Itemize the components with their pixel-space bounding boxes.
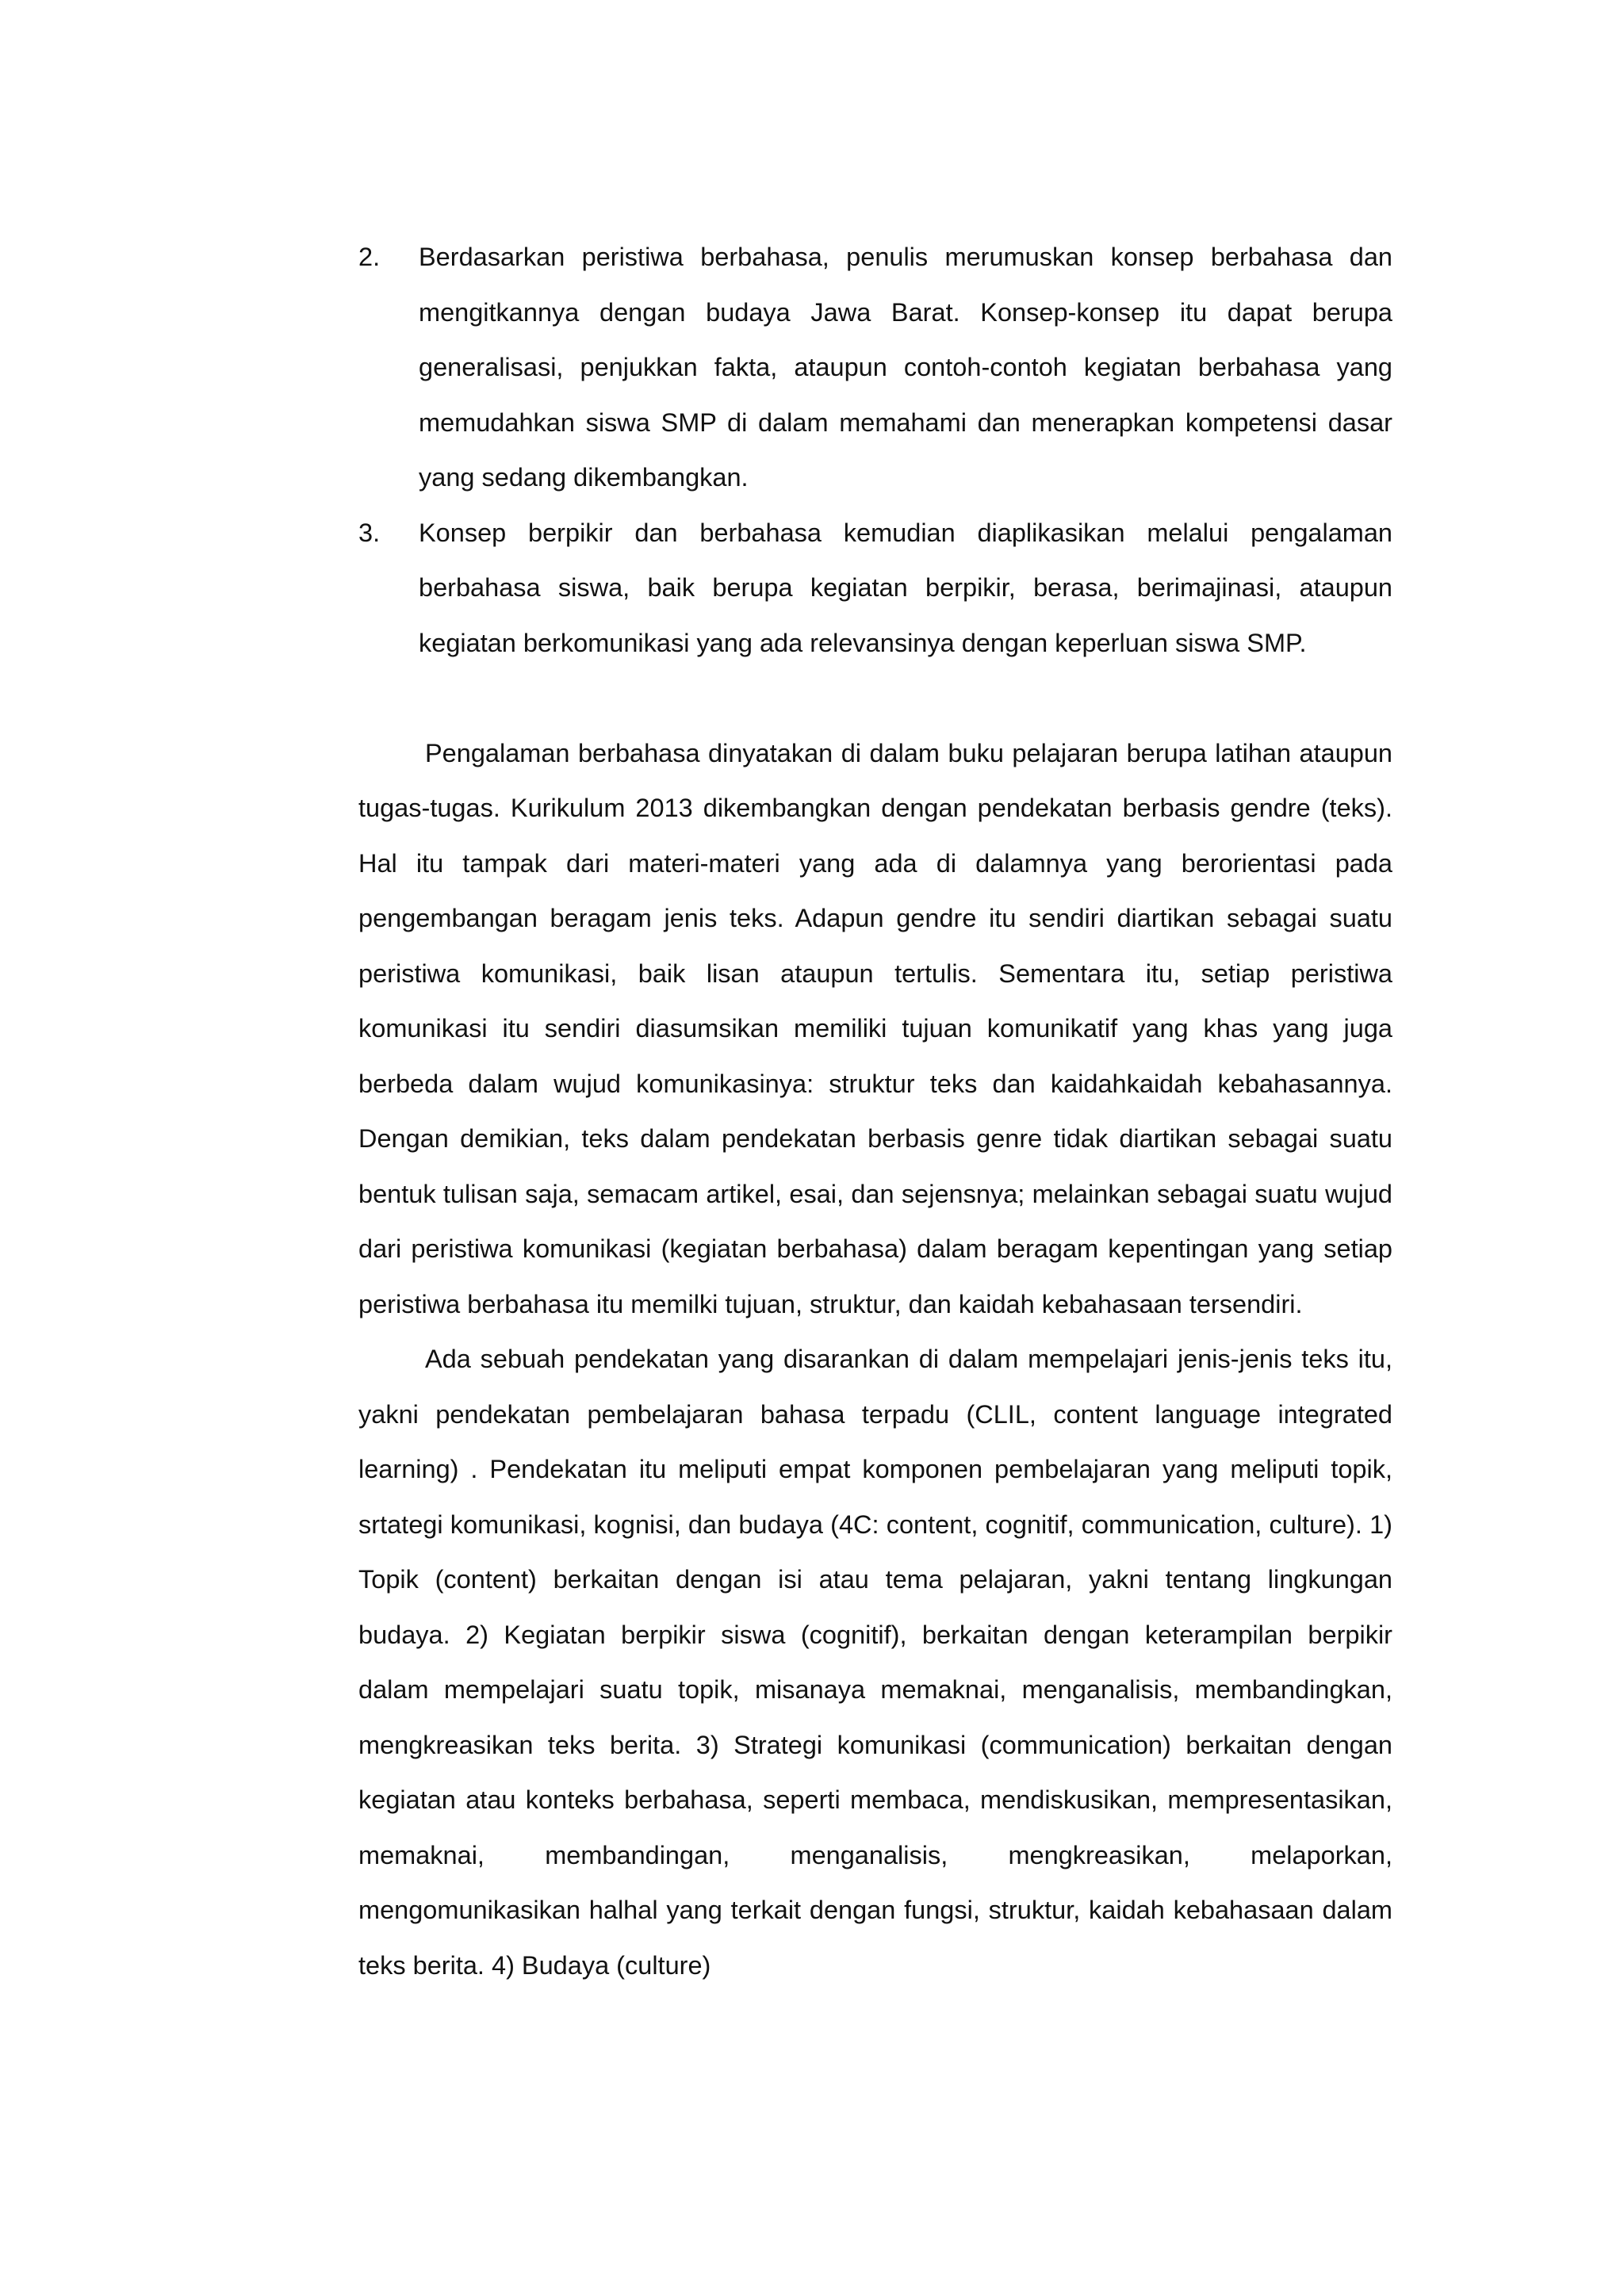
page-content (358, 230, 1392, 1993)
list-item (358, 506, 1392, 672)
paragraph-spacer (358, 671, 1392, 726)
list-item (358, 230, 1392, 506)
numbered-list (358, 230, 1392, 671)
list-item-text: Konsep berpikir dan berbahasa kemudian diaplikasikan melalui pengalaman berbahasa siswa, baik berupa kegiatan berpikir, berasa, berimajinasi, ataupun kegiatan berkomunikasi yang ada relevansinya dengan keperluan siswa SMP. (419, 518, 1392, 657)
body-paragraph: Ada sebuah pendekatan yang disarankan di dalam mempelajari jenis-jenis teks itu, yakni pendekatan pembelajaran bahasa terpadu (CLIL, content language integrated learning) . Pendekatan itu meliputi empat komponen pembelajaran yang meliputi topik, srtategi komunikasi, kognisi, dan budaya (4C: content, cognitif, communication, culture). 1) Topik (content) berkaitan dengan isi atau tema pelajaran, yakni tentang lingkungan budaya. 2) Kegiatan berpikir siswa (cognitif), berkaitan dengan keterampilan berpikir dalam mempelajari suatu topik, misanaya memaknai, menganalisis, membandingkan, mengkreasikan teks berita. 3) Strategi komunikasi (communication) berkaitan dengan kegiatan atau konteks berbahasa, seperti membaca, mendiskusikan, mempresentasikan, memaknai, membandingan, menganalisis, mengkreasikan, melaporkan, mengomunikasikan halhal yang terkait dengan fungsi, struktur, kaidah kebahasaan dalam teks berita. 4) Budaya (culture) (358, 1345, 1392, 1980)
list-item-text: Berdasarkan peristiwa berbahasa, penulis merumuskan konsep berbahasa dan mengitkannya dengan budaya Jawa Barat. Konsep-konsep itu dapat berupa generalisasi, penjukkan fakta, ataupun contoh-contoh kegiatan berbahasa yang memudahkan siswa SMP di dalam memahami dan menerapkan kompetensi dasar yang sedang dikembangkan. (419, 243, 1392, 492)
body-paragraph: Pengalaman berbahasa dinyatakan di dalam buku pelajaran berupa latihan ataupun tugas-tugas. Kurikulum 2013 dikembangkan dengan pendekatan berbasis gendre (teks). Hal itu tampak dari materi-materi yang ada di dalamnya yang berorientasi pada pengembangan beragam jenis teks. Adapun gendre itu sendiri diartikan sebagai suatu peristiwa komunikasi, baik lisan ataupun tertulis. Sementara itu, setiap peristiwa komunikasi itu sendiri diasumsikan memiliki tujuan komunikatif yang khas yang juga berbeda dalam wujud komunikasinya: struktur teks dan kaidahkaidah kebahasannya. Dengan demikian, teks dalam pendekatan berbasis genre tidak diartikan sebagai suatu bentuk tulisan saja, semacam artikel, esai, dan sejensnya; melainkan sebagai suatu wujud dari peristiwa komunikasi (kegiatan berbahasa) dalam beragam kepentingan yang setiap peristiwa berbahasa itu memilki tujuan, struktur, dan kaidah kebahasaan tersendiri. (358, 738, 1392, 1318)
list-item-number: 3. (358, 518, 381, 547)
list-item-number: 2. (358, 243, 381, 271)
